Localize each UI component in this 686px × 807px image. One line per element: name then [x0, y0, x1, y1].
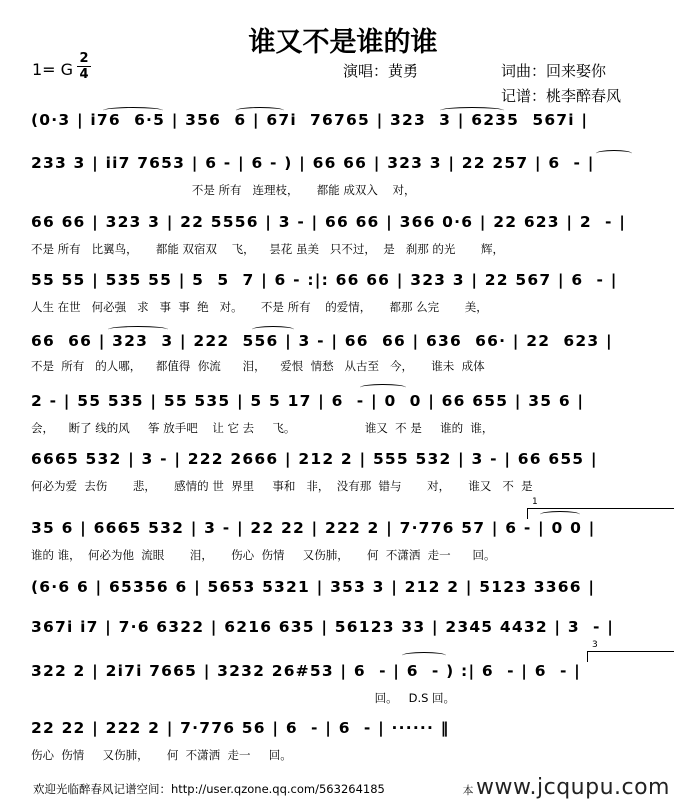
tie-arc — [440, 107, 504, 114]
score-system-7-lyrics: 何必为爱 去伤 悲， 感情的 世 界里 事和 非， 没有那 错与 对， 谁又 不 是 — [31, 479, 533, 493]
volta-1-label: 1 — [532, 497, 538, 507]
site-watermark — [463, 775, 670, 800]
footer-text: 欢迎光临醉春风记谱空间：http://user.qzone.qq.com/563264185 — [33, 782, 385, 796]
score-system-3-lyrics: 不是 所有 比翼鸟， 都能 双宿双 飞， 昙花 虽美 只不过， 是 刹那 的光 辉， — [31, 242, 504, 256]
score-system-10-notes: 367i i7 | 7·6 6322 | 6216 635 | 56123 33 | 2345 4432 | 3 - | — [31, 618, 615, 636]
score-system-8-notes: 35 6 | 6665 532 | 3 - | 22 22 | 222 2 | 7·776 57 | 6 - | 0 0 | — [31, 519, 596, 537]
score-system-11-lyrics: 回。 D.S 回。 — [31, 691, 456, 705]
score-system-12-lyrics: 伤心 伤情 又伤肺， 何 不潇洒 走一 回。 — [31, 748, 292, 762]
score-system-2-lyrics: 不是 所有 连理枝， 都能 成双入 对， — [31, 183, 416, 197]
watermark-url: www.jcqupu.com — [476, 775, 670, 800]
score-system-1-notes: (0·3 | i76 6·5 | 356 6 | 67i 76765 | 323 3 | 6235 567i | — [31, 111, 589, 129]
score-system-12-notes: 22 22 | 222 2 | 7·776 56 | 6 - | 6 - | ······ ‖ — [31, 719, 450, 737]
singer-credit: 演唱：黄勇 — [343, 62, 419, 80]
key-signature: 1= G — [32, 60, 74, 79]
time-signature — [77, 52, 91, 81]
score-system-11-notes: 322 2 | 2i7i 7665 | 3232 26#53 | 6 - | 6 - ) :| 6 - | 6 - | — [31, 662, 582, 680]
beam-row — [32, 130, 672, 131]
tie-arc — [252, 326, 294, 333]
score-system-4-lyrics: 人生 在世 何必强 求 事 事 绝 对。 不是 所有 的爱情， 都那 么完 美， — [31, 300, 488, 314]
score-system-2-notes: 233 3 | ii7 7653 | 6 - | 6 - ) | 66 66 | 323 3 | 22 257 | 6 - | — [31, 154, 595, 172]
tie-arc — [540, 511, 580, 518]
watermark-prefix: 本 — [462, 784, 475, 797]
score-system-5-notes: 66 66 | 323 3 | 222 556 | 3 - | 66 66 | 636 66· | 22 623 | — [31, 332, 613, 350]
score-system-9-notes: (6·6 6 | 65356 6 | 5653 5321 | 353 3 | 212 2 | 5123 3366 | — [31, 578, 596, 596]
score-system-8-lyrics: 谁的 谁， 何必为他 流眼 泪， 伤心 伤情 又伤肺， 何 不潇洒 走一 回。 — [31, 548, 496, 562]
tie-arc — [360, 384, 406, 391]
transcriber-credit: 记谱：桃李醉春风 — [501, 87, 622, 105]
tie-arc — [108, 326, 168, 333]
composer-credit: 词曲：回来娶你 — [501, 62, 607, 80]
volta-3-label: 3 — [592, 640, 598, 650]
time-signature-bottom: 4 — [79, 67, 89, 82]
score-system-6-lyrics: 会， 断了 线的风 筝 放手吧 让 它 去 飞。 谁又 不 是 谁的 谁， — [31, 421, 494, 435]
score-system-7-notes: 6665 532 | 3 - | 222 2666 | 212 2 | 555 532 | 3 - | 66 655 | — [31, 450, 598, 468]
volta-bracket-3 — [587, 640, 674, 662]
time-signature-top: 2 — [79, 51, 89, 66]
tie-arc — [596, 150, 632, 157]
score-system-3-notes: 66 66 | 323 3 | 22 5556 | 3 - | 66 66 | 366 0·6 | 22 623 | 2 - | — [31, 213, 627, 231]
score-system-4-notes: 55 55 | 535 55 | 5 5 7 | 6 - :|: 66 66 | 323 3 | 22 567 | 6 - | — [31, 271, 618, 289]
tie-arc — [402, 652, 446, 659]
tie-arc — [236, 107, 284, 114]
tie-arc — [103, 107, 163, 114]
song-title: 谁又不是谁的谁 — [248, 27, 438, 58]
score-system-6-notes: 2 - | 55 535 | 55 535 | 5 5 17 | 6 - | 0 0 | 66 655 | 35 6 | — [31, 392, 585, 410]
score-system-5-lyrics: 不是 所有 的人哪， 都值得 你流 泪， 爱恨 情愁 从古至 今， 谁未 成体 — [31, 359, 485, 373]
